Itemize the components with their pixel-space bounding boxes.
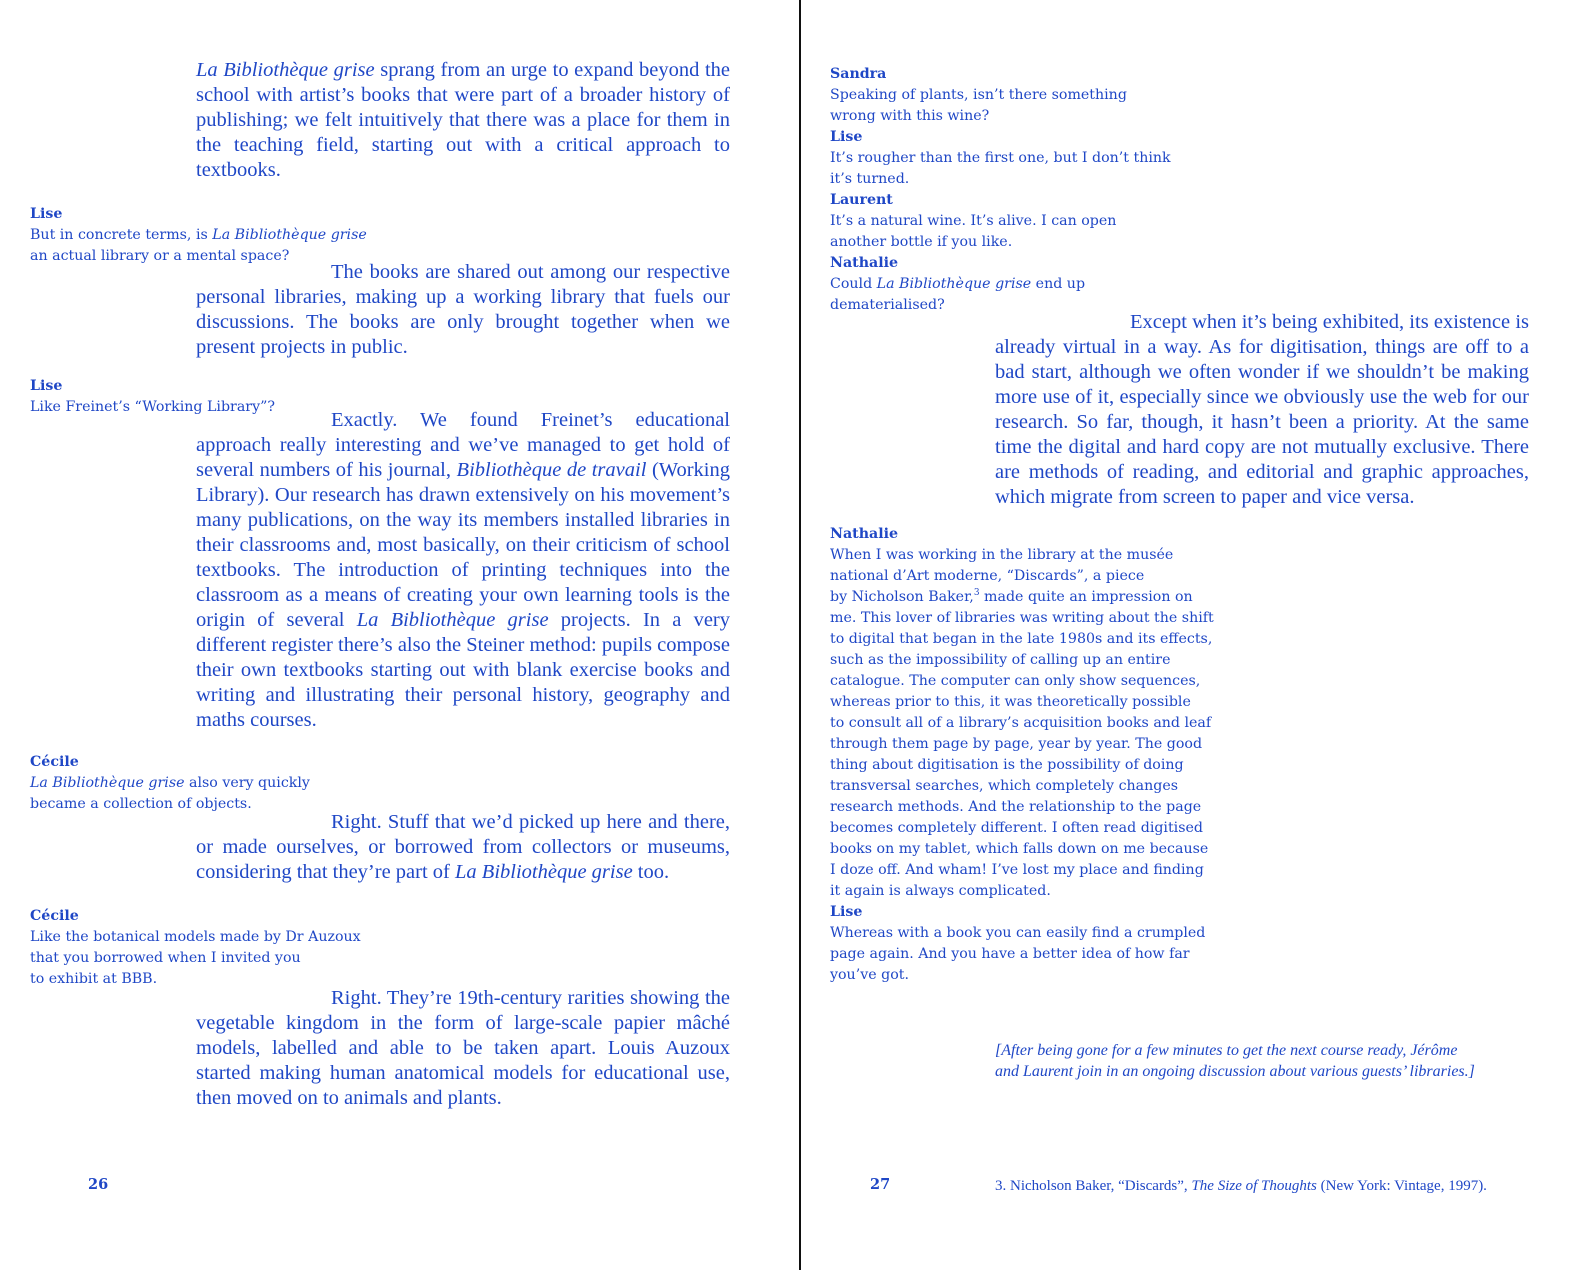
paragraph-4: Right. Stuff that we’d picked up here and there, or made ourselves, or borrowed from collectors or museums, considering that they’re part of La Bibliothèque grise too.: [196, 811, 730, 883]
question-cecile-2: Cécile Like the botanical models made by Dr Auzoux that you borrowed when I invited you to exhibit at BBB.: [30, 908, 361, 987]
paragraph-1: La Bibliothèque grise sprang from an urge to expand beyond the school with artist’s books that were part of a broader history of publishing; we felt intuitively that there was a place for them in the teaching field, starting out with a critical approach to textbooks.: [196, 59, 730, 181]
question-lise-1: Lise But in concrete terms, is La Bibliothèque grise an actual library or a mental space?: [30, 206, 367, 264]
speaker-name: Laurent: [830, 192, 893, 208]
right-page: [802, 0, 1594, 1270]
dialogue-block-1: Sandra Speaking of plants, isn’t there something wrong with this wine? Lise It’s rougher than the first one, but I don’t think it’s turned. Laurent It’s a natural wine. It’s alive. I can open another bottle if you like. Nathalie Could La Bibliothèque grise end up dematerialised?: [830, 66, 1171, 313]
footnote: 3. Nicholson Baker, “Discards”, The Size of Thoughts (New York: Vintage, 1997).: [995, 1178, 1487, 1194]
speaker-name: Cécile: [30, 908, 79, 924]
stage-direction: [After being gone for a few minutes to get the next course ready, Jérôme and Laurent join in an ongoing discussion about various guests’ libraries.]: [995, 1042, 1475, 1080]
page-number-left: 26: [88, 1176, 109, 1193]
speaker-name: Lise: [30, 378, 63, 394]
speaker-name: Lise: [830, 129, 863, 145]
paragraph-3: Exactly. We found Freinet’s educational approach really interesting and we’ve managed to get hold of several numbers of his journal, Bibliothèque de travail (Working Library). Our research has drawn extensively on his movement’s many publications, on the way its members installed libraries in their classrooms and, most basically, on their criticism of school textbooks. The introduction of printing techniques into the classroom as a means of creating your own learning tools is the origin of several La Bibliothèque grise projects. In a very different register there’s also the Steiner method: pupils compose their own textbooks starting out with blank exercise books and writing and illustrating their personal history, geography and maths courses.: [196, 409, 731, 731]
answer-paragraph-1: Except when it’s being exhibited, its existence is already virtual in a way. As for digitisation, things are off to a bad start, although we often wonder if we shouldn’t be making more use of it, especially since we obviously use the web for our research. So far, though, it hasn’t been a priority. At the same time the digital and hard copy are not mutually exclusive. There are methods of reading, and editorial and graphic approaches, which migrate from screen to paper and vice versa.: [995, 311, 1529, 508]
question-lise-2: Lise Like Freinet’s “Working Library”?: [30, 378, 275, 415]
paragraph-5: Right. They’re 19th-century rarities showing the vegetable kingdom in the form of large-scale papier mâché models, labelled and able to be taken apart. Louis Auzoux started making human anatomical models for educational use, then moved on to animals and plants.: [196, 987, 730, 1109]
dialogue-block-2: Nathalie When I was working in the library at the musée national d’Art moderne, “Discards”, a piece by Nicholson Baker,$^3$ made quite an impression on me. This lover of libraries was writing about the shift to digital that began in the late 1980s and its effects, such as the impossibility of calling up an entire catalogue. The computer can only show sequences, whereas prior to this, it was theoretically possible to consult all of a library’s acquisition books and leaf through them page by page, year by year. The good thing about digitisation is the possibility of doing transversal searches, which completely changes research methods. And the relationship to the page becomes completely different. I often read digitised books on my tablet, which falls down on me because I doze off. And wham! I’ve lost my place and finding it again is always complicated. Lise Whereas with a book you can easily find a crumpled page again. And you have a better idea of how far you’ve got.: [830, 526, 1214, 983]
question-cecile-1: Cécile La Bibliothèque grise also very quickly became a collection of objects.: [30, 754, 310, 812]
speaker-name: Nathalie: [830, 255, 899, 271]
footnote-marker: 3: [973, 588, 980, 598]
page-number-right: 27: [870, 1176, 891, 1193]
speaker-name: Cécile: [30, 754, 79, 770]
speaker-name: Lise: [30, 206, 63, 222]
speaker-name: Nathalie: [830, 526, 899, 542]
book-title: La Bibliothèque grise: [196, 59, 375, 81]
page-gutter-line: [799, 0, 801, 1270]
paragraph-2: The books are shared out among our respective personal libraries, making up a working library that fuels our discussions. The books are only brought together when we present projects in public.: [196, 261, 730, 358]
speaker-name: Lise: [830, 904, 863, 920]
speaker-name: Sandra: [830, 66, 887, 82]
